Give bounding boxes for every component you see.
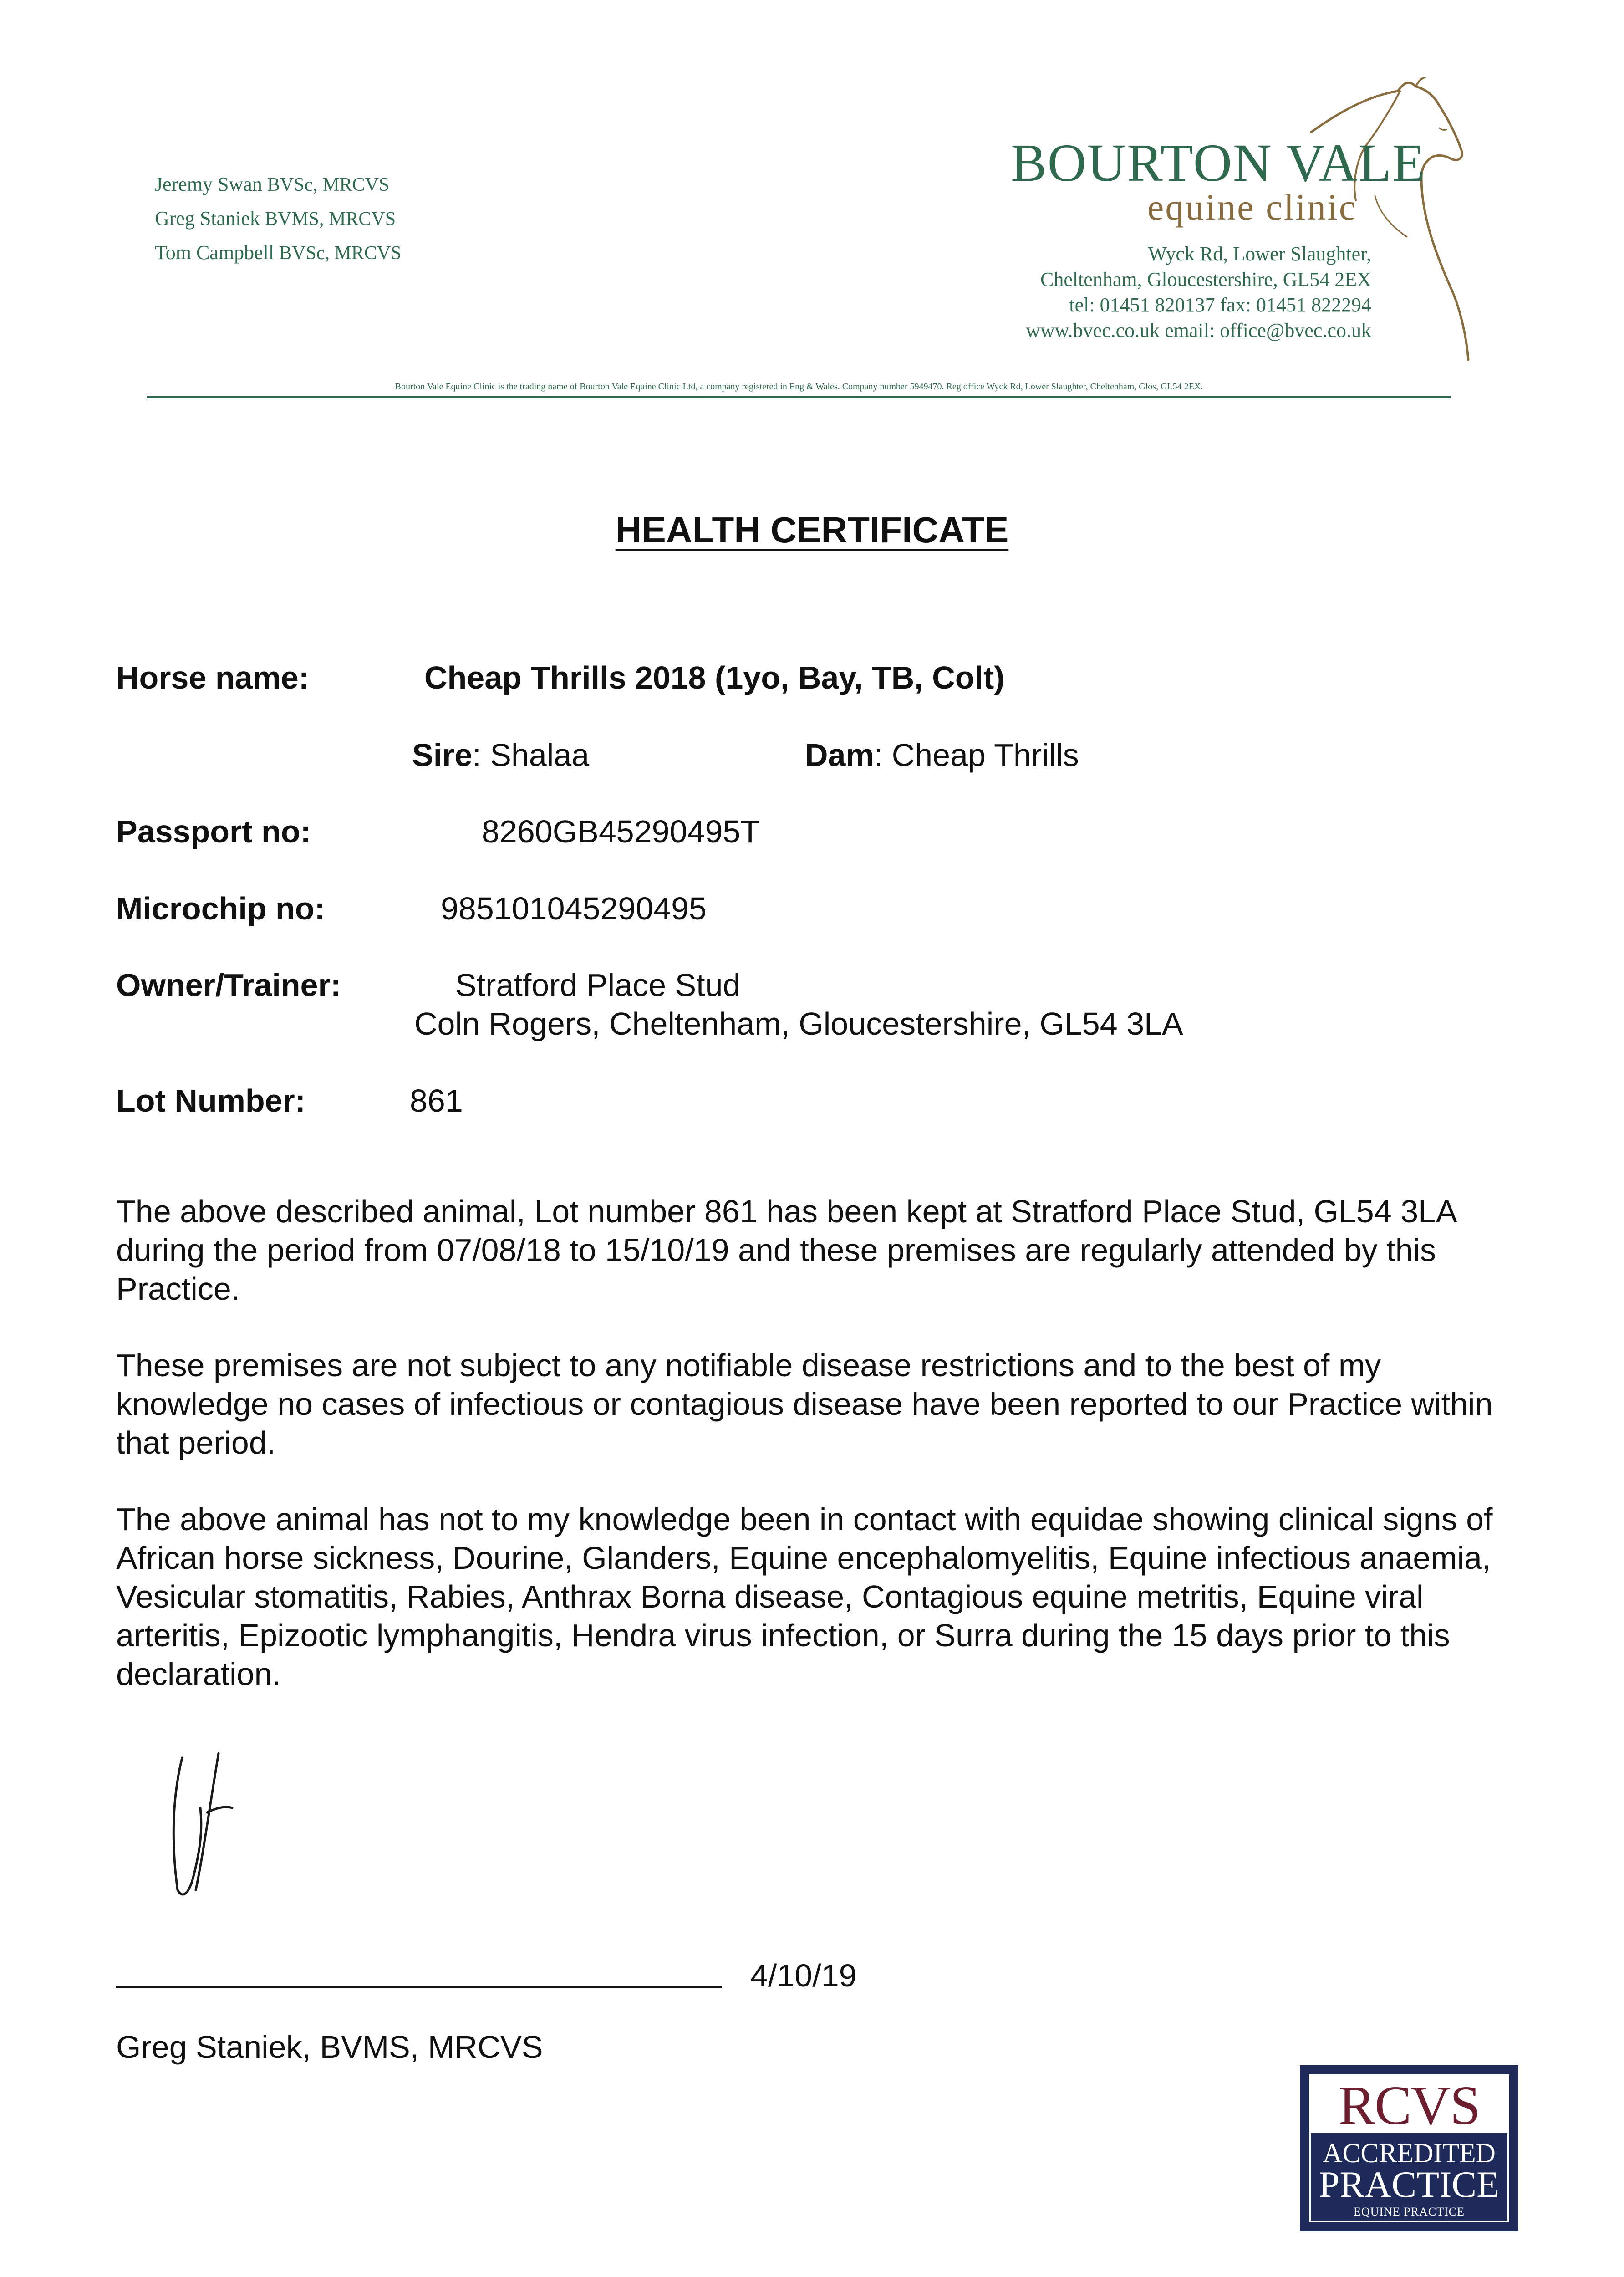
vets-list: [155, 168, 402, 270]
badge-equine-text: EQUINE PRACTICE: [1354, 2205, 1465, 2218]
badge-rcvs-text: RCVS: [1311, 2076, 1507, 2133]
signatory-name: Greg Staniek, BVMS, MRCVS: [116, 2029, 543, 2065]
badge-practice-text: PRACTICE: [1319, 2164, 1500, 2205]
badge-frame: [1309, 2074, 1509, 2222]
address-line: Wyck Rd, Lower Slaughter,: [1148, 243, 1371, 265]
microchip-value: 985101045290495: [441, 891, 707, 926]
signature-date: 4/10/19: [750, 1958, 857, 1993]
horse-name-value: Cheap Thrills 2018 (1yo, Bay, TB, Colt): [424, 660, 1005, 695]
rcvs-accreditation-badge: [1300, 2065, 1518, 2231]
dam-value: : Cheap Thrills: [874, 737, 1079, 773]
owner-line-1: Stratford Place Stud: [455, 967, 741, 1003]
vet-1: Jeremy Swan BVSc, MRCVS: [155, 173, 390, 195]
declaration-paragraph-2: These premises are not subject to any notifiable disease restrictions and to the best of my knowledge no cases of infectious or contagious disease have been reported to our Practice within that period.: [116, 1348, 1493, 1460]
owner-label: Owner/Trainer:: [116, 967, 341, 1003]
microchip-label: Microchip no:: [116, 891, 325, 926]
page-title: HEALTH CERTIFICATE: [615, 510, 1009, 550]
address-line: Cheltenham, Gloucestershire, GL54 2EX: [1040, 268, 1371, 291]
handwritten-signature: [164, 1740, 246, 1904]
lot-number-label: Lot Number:: [116, 1083, 306, 1118]
dam-label: Dam: [805, 737, 874, 773]
passport-label: Passport no:: [116, 814, 311, 849]
vet-2: Greg Staniek BVMS, MRCVS: [155, 207, 396, 230]
address-line: www.bvec.co.uk email: office@bvec.co.uk: [1026, 319, 1371, 342]
horse-name-label: Horse name:: [116, 660, 310, 695]
clinic-address: [1026, 241, 1371, 343]
vet-3: Tom Campbell BVSc, MRCVS: [155, 241, 402, 264]
lot-number-value: 861: [410, 1083, 463, 1118]
address-line: tel: 01451 820137 fax: 01451 822294: [1069, 294, 1371, 316]
clinic-subtitle: equine clinic: [1147, 186, 1357, 228]
declaration-paragraph-3: The above animal has not to my knowledge been in contact with equidae showing clinical signs of African horse sickness, Dourine, Glanders, Equine encephalomyelitis, Equine infectious anaemia, Vesicular stomatitis, Rabies, Anthrax Borna disease, Contagious equine metritis, Equine viral arteritis, Epizootic lymphangitis, Hendra virus infection, or Surra during the 15 days prior to this declaration.: [116, 1501, 1493, 1692]
dam-field: [805, 737, 1079, 773]
clinic-name: BOURTON VALE: [1011, 133, 1426, 193]
legal-line: Bourton Vale Equine Clinic is the trading name of Bourton Vale Equine Clinic Ltd, a company registered in Eng & Wales. Company number 5949470. Reg office Wyck Rd, Lower Slaughter, Cheltenham, Glos, GL54 2EX.: [395, 382, 1203, 392]
signature-line: [116, 1986, 722, 1988]
owner-line-2: Coln Rogers, Cheltenham, Gloucestershire, GL54 3LA: [414, 1006, 1183, 1041]
badge-accredited-text: ACCREDITED: [1323, 2138, 1496, 2168]
sire-label: Sire: [412, 737, 473, 773]
passport-value: 8260GB45290495T: [482, 814, 760, 849]
sire-value: : Shalaa: [472, 737, 590, 773]
declaration-paragraph-1: The above described animal, Lot number 861 has been kept at Stratford Place Stud, GL54 3LA during the period from 07/08/18 to 15/10/19 and these premises are regularly attended by this Practice.: [116, 1194, 1456, 1307]
header-divider: [147, 396, 1451, 398]
sire-field: [412, 737, 589, 773]
